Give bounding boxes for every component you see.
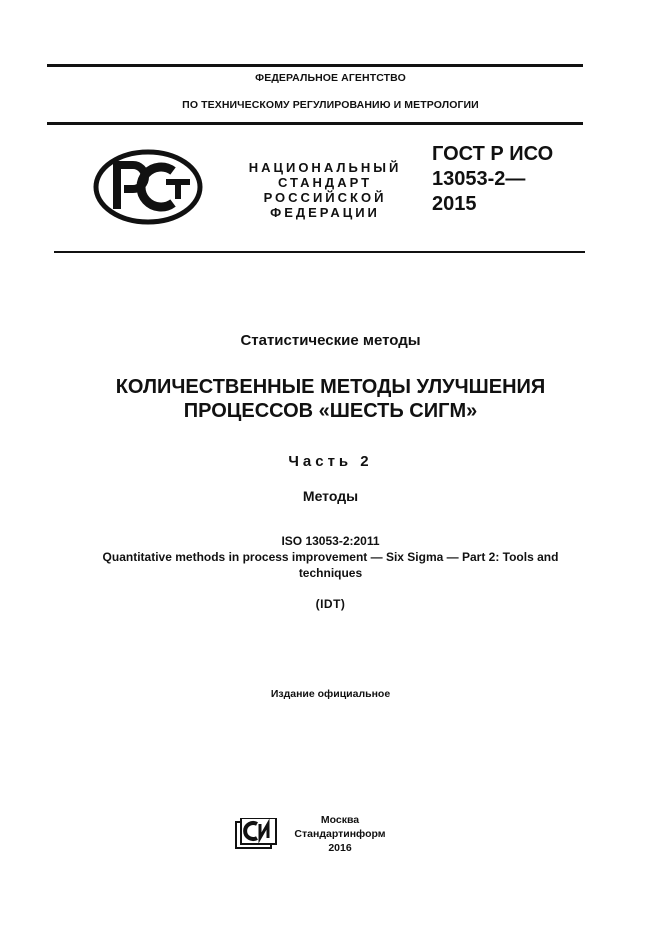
agency-line-1: ФЕДЕРАЛЬНОЕ АГЕНТСТВО bbox=[255, 72, 406, 84]
subtitle: Методы bbox=[302, 488, 359, 504]
title-block-rule bbox=[54, 251, 585, 253]
rst-mark-icon bbox=[93, 149, 203, 225]
standard-type-line-4: ФЕДЕРАЦИИ bbox=[270, 205, 380, 220]
standard-code-line-1: ГОСТ Р ИСО bbox=[432, 143, 554, 165]
standard-type-line-2: СТАНДАРТ bbox=[277, 175, 373, 190]
publisher-city: Москва bbox=[320, 814, 360, 826]
part-label: Часть 2 bbox=[288, 453, 373, 470]
iso-code: ISO 13053-2:2011 bbox=[281, 534, 380, 548]
iso-title-line-2: techniques bbox=[298, 566, 363, 580]
edition-label: Издание официальное bbox=[270, 688, 391, 700]
header-bottom-rule bbox=[47, 122, 583, 125]
category-title: Статистические методы bbox=[240, 332, 421, 349]
equivalence-label: (IDT) bbox=[315, 597, 346, 611]
top-rule bbox=[47, 64, 583, 67]
publisher-year: 2016 bbox=[328, 842, 352, 854]
agency-line-2: ПО ТЕХНИЧЕСКОМУ РЕГУЛИРОВАНИЮ И МЕТРОЛОГИИ bbox=[182, 99, 479, 111]
standard-type-line-3: РОССИЙСКОЙ bbox=[263, 190, 387, 205]
publisher-name: Стандартинформ bbox=[294, 828, 386, 840]
standard-type-line-1: НАЦИОНАЛЬНЫЙ bbox=[248, 160, 402, 175]
iso-title-line-1: Quantitative methods in process improvement — Six Sigma — Part 2: Tools and bbox=[102, 550, 559, 564]
standard-code-line-2: 13053-2— bbox=[432, 168, 526, 190]
standard-code-line-3: 2015 bbox=[432, 193, 477, 215]
main-title-line-1: КОЛИЧЕСТВЕННЫЕ МЕТОДЫ УЛУЧШЕНИЯ bbox=[115, 376, 546, 398]
main-title-line-2: ПРОЦЕССОВ «ШЕСТЬ СИГМ» bbox=[183, 400, 478, 422]
standartinform-icon bbox=[235, 818, 277, 852]
standard-code bbox=[432, 142, 553, 217]
